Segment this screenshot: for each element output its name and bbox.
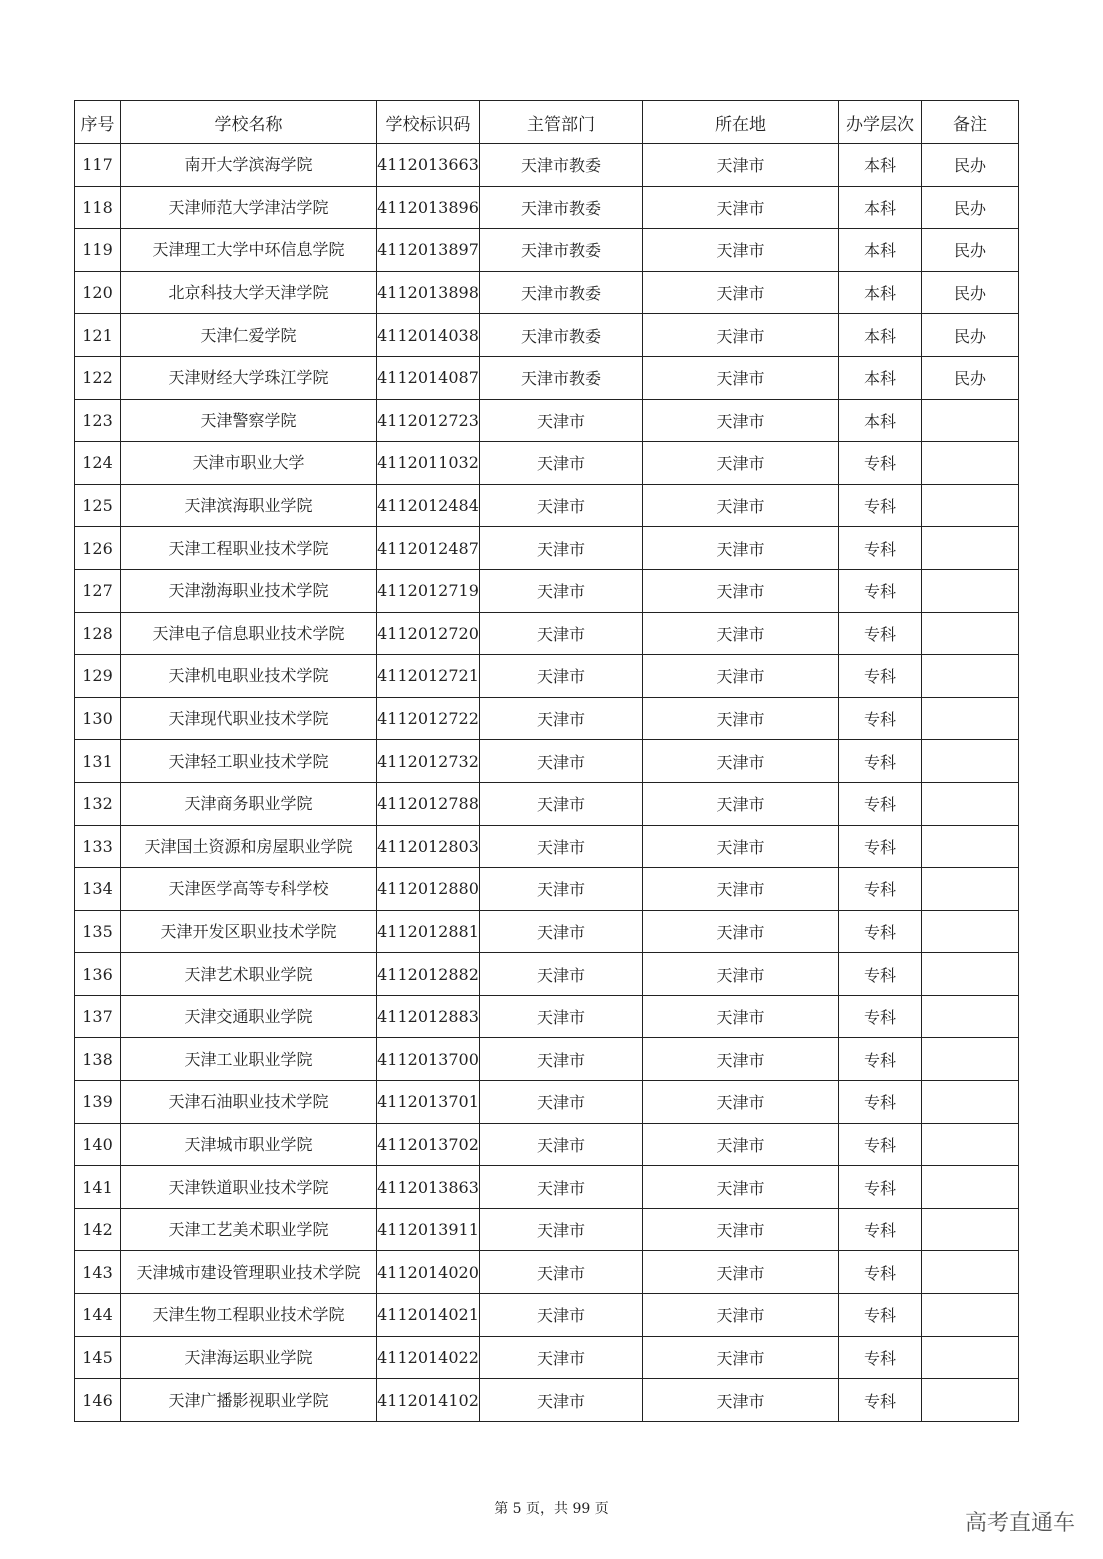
row-index-cell: 132 — [75, 782, 121, 825]
school-name-cell: 天津理工大学中环信息学院 — [121, 229, 377, 272]
school-code-cell: 4112012722 — [377, 697, 480, 740]
row-index-cell: 125 — [75, 484, 121, 527]
level-cell: 专科 — [839, 1166, 922, 1209]
table-row — [75, 782, 1019, 825]
row-index-cell: 146 — [75, 1379, 121, 1422]
row-index-cell: 135 — [75, 910, 121, 953]
authority-cell: 天津市教委 — [480, 271, 643, 314]
school-code-cell: 4112012882 — [377, 953, 480, 996]
table-header-row — [75, 101, 1019, 144]
table-row — [75, 1166, 1019, 1209]
authority-cell: 天津市 — [480, 1208, 643, 1251]
school-name-cell: 天津财经大学珠江学院 — [121, 356, 377, 399]
row-index-cell: 120 — [75, 271, 121, 314]
authority-cell: 天津市 — [480, 1294, 643, 1337]
school-name-cell: 天津电子信息职业技术学院 — [121, 612, 377, 655]
level-cell: 专科 — [839, 442, 922, 485]
school-name-cell: 天津师范大学津沽学院 — [121, 186, 377, 229]
table-row — [75, 868, 1019, 911]
row-index-cell: 133 — [75, 825, 121, 868]
level-cell: 专科 — [839, 953, 922, 996]
row-index-cell: 139 — [75, 1081, 121, 1124]
remark-cell: 民办 — [922, 229, 1019, 272]
row-index-cell: 129 — [75, 655, 121, 698]
table-row — [75, 356, 1019, 399]
table-row — [75, 910, 1019, 953]
school-name-cell: 天津轻工职业技术学院 — [121, 740, 377, 783]
level-cell: 本科 — [839, 356, 922, 399]
remark-cell — [922, 655, 1019, 698]
location-cell: 天津市 — [643, 442, 839, 485]
row-index-cell: 117 — [75, 144, 121, 187]
table-row — [75, 953, 1019, 996]
remark-cell — [922, 1336, 1019, 1379]
level-cell: 专科 — [839, 782, 922, 825]
school-name-cell: 天津工业职业学院 — [121, 1038, 377, 1081]
remark-cell — [922, 1294, 1019, 1337]
location-cell: 天津市 — [643, 825, 839, 868]
remark-cell: 民办 — [922, 271, 1019, 314]
authority-cell: 天津市 — [480, 953, 643, 996]
level-cell: 专科 — [839, 1081, 922, 1124]
location-cell: 天津市 — [643, 314, 839, 357]
row-index-cell: 143 — [75, 1251, 121, 1294]
level-cell: 专科 — [839, 1294, 922, 1337]
school-code-cell: 4112014102 — [377, 1379, 480, 1422]
school-code-cell: 4112014020 — [377, 1251, 480, 1294]
remark-cell — [922, 782, 1019, 825]
location-cell: 天津市 — [643, 740, 839, 783]
school-code-cell: 4112013702 — [377, 1123, 480, 1166]
school-code-cell: 4112013701 — [377, 1081, 480, 1124]
remark-cell — [922, 484, 1019, 527]
row-index-cell: 138 — [75, 1038, 121, 1081]
remark-cell: 民办 — [922, 186, 1019, 229]
school-code-cell: 4112012723 — [377, 399, 480, 442]
authority-cell: 天津市 — [480, 1336, 643, 1379]
remark-cell — [922, 1081, 1019, 1124]
remark-cell — [922, 569, 1019, 612]
level-cell: 专科 — [839, 910, 922, 953]
location-cell: 天津市 — [643, 399, 839, 442]
school-code-cell: 4112012788 — [377, 782, 480, 825]
table-row — [75, 271, 1019, 314]
location-cell: 天津市 — [643, 144, 839, 187]
table-row — [75, 1379, 1019, 1422]
row-index-cell: 128 — [75, 612, 121, 655]
school-name-cell: 天津医学高等专科学校 — [121, 868, 377, 911]
level-cell: 专科 — [839, 825, 922, 868]
remark-cell — [922, 1208, 1019, 1251]
watermark-text: 高考直通车 — [964, 1511, 1075, 1536]
school-name-cell: 天津交通职业学院 — [121, 995, 377, 1038]
remark-cell — [922, 442, 1019, 485]
level-cell: 本科 — [839, 314, 922, 357]
location-cell: 天津市 — [643, 186, 839, 229]
header-col-school-code: 学校标识码 — [377, 101, 480, 144]
school-code-cell: 4112012720 — [377, 612, 480, 655]
row-index-cell: 126 — [75, 527, 121, 570]
table-row — [75, 314, 1019, 357]
school-name-cell: 天津机电职业技术学院 — [121, 655, 377, 698]
remark-cell — [922, 1166, 1019, 1209]
remark-cell — [922, 1379, 1019, 1422]
authority-cell: 天津市 — [480, 740, 643, 783]
school-code-cell: 4112012803 — [377, 825, 480, 868]
table-row — [75, 825, 1019, 868]
school-name-cell: 天津市职业大学 — [121, 442, 377, 485]
authority-cell: 天津市 — [480, 1081, 643, 1124]
level-cell: 专科 — [839, 484, 922, 527]
location-cell: 天津市 — [643, 697, 839, 740]
row-index-cell: 140 — [75, 1123, 121, 1166]
table-row — [75, 527, 1019, 570]
authority-cell: 天津市 — [480, 442, 643, 485]
header-col-location: 所在地 — [643, 101, 839, 144]
table-row — [75, 1336, 1019, 1379]
row-index-cell: 141 — [75, 1166, 121, 1209]
school-name-cell: 天津仁爱学院 — [121, 314, 377, 357]
location-cell: 天津市 — [643, 569, 839, 612]
row-index-cell: 131 — [75, 740, 121, 783]
row-index-cell: 144 — [75, 1294, 121, 1337]
level-cell: 本科 — [839, 271, 922, 314]
authority-cell: 天津市 — [480, 868, 643, 911]
school-name-cell: 天津艺术职业学院 — [121, 953, 377, 996]
school-name-cell: 天津铁道职业技术学院 — [121, 1166, 377, 1209]
location-cell: 天津市 — [643, 271, 839, 314]
school-name-cell: 天津城市职业学院 — [121, 1123, 377, 1166]
authority-cell: 天津市 — [480, 995, 643, 1038]
row-index-cell: 130 — [75, 697, 121, 740]
location-cell: 天津市 — [643, 1123, 839, 1166]
row-index-cell: 142 — [75, 1208, 121, 1251]
school-name-cell: 南开大学滨海学院 — [121, 144, 377, 187]
level-cell: 专科 — [839, 527, 922, 570]
table-row — [75, 1081, 1019, 1124]
level-cell: 本科 — [839, 399, 922, 442]
authority-cell: 天津市教委 — [480, 356, 643, 399]
level-cell: 专科 — [839, 1038, 922, 1081]
remark-cell — [922, 1038, 1019, 1081]
authority-cell: 天津市 — [480, 1379, 643, 1422]
remark-cell — [922, 995, 1019, 1038]
school-code-cell: 4112012880 — [377, 868, 480, 911]
table-row — [75, 1208, 1019, 1251]
authority-cell: 天津市 — [480, 399, 643, 442]
table-row — [75, 612, 1019, 655]
row-index-cell: 121 — [75, 314, 121, 357]
school-name-cell: 天津警察学院 — [121, 399, 377, 442]
level-cell: 专科 — [839, 655, 922, 698]
header-col-authority: 主管部门 — [480, 101, 643, 144]
row-index-cell: 119 — [75, 229, 121, 272]
location-cell: 天津市 — [643, 612, 839, 655]
level-cell: 专科 — [839, 569, 922, 612]
header-col-remark: 备注 — [922, 101, 1019, 144]
location-cell: 天津市 — [643, 1081, 839, 1124]
table-row — [75, 1251, 1019, 1294]
authority-cell: 天津市教委 — [480, 186, 643, 229]
school-code-cell: 4112013700 — [377, 1038, 480, 1081]
row-index-cell: 136 — [75, 953, 121, 996]
table-row — [75, 1294, 1019, 1337]
authority-cell: 天津市教委 — [480, 144, 643, 187]
location-cell: 天津市 — [643, 527, 839, 570]
table-row — [75, 697, 1019, 740]
row-index-cell: 127 — [75, 569, 121, 612]
remark-cell — [922, 953, 1019, 996]
table-row — [75, 399, 1019, 442]
school-name-cell: 天津工艺美术职业学院 — [121, 1208, 377, 1251]
school-code-cell: 4112014022 — [377, 1336, 480, 1379]
authority-cell: 天津市 — [480, 782, 643, 825]
table-row — [75, 144, 1019, 187]
level-cell: 专科 — [839, 995, 922, 1038]
row-index-cell: 118 — [75, 186, 121, 229]
table-row — [75, 655, 1019, 698]
remark-cell — [922, 1251, 1019, 1294]
level-cell: 专科 — [839, 612, 922, 655]
remark-cell — [922, 1123, 1019, 1166]
level-cell: 专科 — [839, 868, 922, 911]
level-cell: 专科 — [839, 697, 922, 740]
school-code-cell: 4112012883 — [377, 995, 480, 1038]
header-col-level: 办学层次 — [839, 101, 922, 144]
table-row — [75, 995, 1019, 1038]
remark-cell — [922, 527, 1019, 570]
row-index-cell: 134 — [75, 868, 121, 911]
school-name-cell: 天津开发区职业技术学院 — [121, 910, 377, 953]
authority-cell: 天津市 — [480, 825, 643, 868]
authority-cell: 天津市 — [480, 655, 643, 698]
location-cell: 天津市 — [643, 1336, 839, 1379]
row-index-cell: 137 — [75, 995, 121, 1038]
schools-table — [74, 100, 1019, 1422]
location-cell: 天津市 — [643, 655, 839, 698]
school-code-cell: 4112014087 — [377, 356, 480, 399]
school-name-cell: 天津滨海职业学院 — [121, 484, 377, 527]
school-name-cell: 天津广播影视职业学院 — [121, 1379, 377, 1422]
remark-cell — [922, 740, 1019, 783]
school-code-cell: 4112013911 — [377, 1208, 480, 1251]
authority-cell: 天津市 — [480, 1123, 643, 1166]
location-cell: 天津市 — [643, 1251, 839, 1294]
level-cell: 专科 — [839, 740, 922, 783]
level-cell: 专科 — [839, 1208, 922, 1251]
school-name-cell: 天津国土资源和房屋职业学院 — [121, 825, 377, 868]
table-row — [75, 484, 1019, 527]
location-cell: 天津市 — [643, 995, 839, 1038]
table-row — [75, 1123, 1019, 1166]
table-row — [75, 186, 1019, 229]
school-name-cell: 天津城市建设管理职业技术学院 — [121, 1251, 377, 1294]
table-row — [75, 1038, 1019, 1081]
school-name-cell: 天津海运职业学院 — [121, 1336, 377, 1379]
school-code-cell: 4112012487 — [377, 527, 480, 570]
level-cell: 专科 — [839, 1336, 922, 1379]
location-cell: 天津市 — [643, 229, 839, 272]
location-cell: 天津市 — [643, 953, 839, 996]
school-name-cell: 天津生物工程职业技术学院 — [121, 1294, 377, 1337]
location-cell: 天津市 — [643, 1038, 839, 1081]
table-row — [75, 442, 1019, 485]
authority-cell: 天津市 — [480, 612, 643, 655]
remark-cell: 民办 — [922, 356, 1019, 399]
location-cell: 天津市 — [643, 356, 839, 399]
school-code-cell: 4112013663 — [377, 144, 480, 187]
row-index-cell: 122 — [75, 356, 121, 399]
school-name-cell: 天津现代职业技术学院 — [121, 697, 377, 740]
level-cell: 专科 — [839, 1123, 922, 1166]
remark-cell — [922, 697, 1019, 740]
school-code-cell: 4112011032 — [377, 442, 480, 485]
page-footer: 第 5 页，共 99 页 — [494, 1501, 609, 1517]
authority-cell: 天津市 — [480, 910, 643, 953]
level-cell: 本科 — [839, 144, 922, 187]
table-row — [75, 229, 1019, 272]
school-name-cell: 天津渤海职业技术学院 — [121, 569, 377, 612]
school-code-cell: 4112012484 — [377, 484, 480, 527]
school-name-cell: 北京科技大学天津学院 — [121, 271, 377, 314]
school-code-cell: 4112014038 — [377, 314, 480, 357]
authority-cell: 天津市 — [480, 1166, 643, 1209]
authority-cell: 天津市 — [480, 569, 643, 612]
school-code-cell: 4112013896 — [377, 186, 480, 229]
location-cell: 天津市 — [643, 910, 839, 953]
location-cell: 天津市 — [643, 1294, 839, 1337]
remark-cell: 民办 — [922, 314, 1019, 357]
table-row — [75, 569, 1019, 612]
authority-cell: 天津市 — [480, 527, 643, 570]
authority-cell: 天津市 — [480, 1251, 643, 1294]
school-code-cell: 4112012721 — [377, 655, 480, 698]
level-cell: 专科 — [839, 1251, 922, 1294]
table-row — [75, 740, 1019, 783]
authority-cell: 天津市 — [480, 1038, 643, 1081]
remark-cell — [922, 825, 1019, 868]
school-name-cell: 天津商务职业学院 — [121, 782, 377, 825]
authority-cell: 天津市 — [480, 484, 643, 527]
remark-cell: 民办 — [922, 144, 1019, 187]
level-cell: 本科 — [839, 229, 922, 272]
authority-cell: 天津市教委 — [480, 314, 643, 357]
location-cell: 天津市 — [643, 1379, 839, 1422]
school-code-cell: 4112012881 — [377, 910, 480, 953]
table-body — [75, 144, 1019, 1422]
row-index-cell: 123 — [75, 399, 121, 442]
remark-cell — [922, 868, 1019, 911]
authority-cell: 天津市 — [480, 697, 643, 740]
level-cell: 专科 — [839, 1379, 922, 1422]
school-code-cell: 4112012719 — [377, 569, 480, 612]
school-code-cell: 4112014021 — [377, 1294, 480, 1337]
location-cell: 天津市 — [643, 484, 839, 527]
location-cell: 天津市 — [643, 868, 839, 911]
remark-cell — [922, 612, 1019, 655]
school-name-cell: 天津工程职业技术学院 — [121, 527, 377, 570]
location-cell: 天津市 — [643, 1166, 839, 1209]
header-col-index: 序号 — [75, 101, 121, 144]
authority-cell: 天津市教委 — [480, 229, 643, 272]
school-code-cell: 4112013898 — [377, 271, 480, 314]
row-index-cell: 145 — [75, 1336, 121, 1379]
location-cell: 天津市 — [643, 782, 839, 825]
location-cell: 天津市 — [643, 1208, 839, 1251]
level-cell: 本科 — [839, 186, 922, 229]
school-name-cell: 天津石油职业技术学院 — [121, 1081, 377, 1124]
school-code-cell: 4112013863 — [377, 1166, 480, 1209]
row-index-cell: 124 — [75, 442, 121, 485]
school-code-cell: 4112013897 — [377, 229, 480, 272]
header-col-school-name: 学校名称 — [121, 101, 377, 144]
remark-cell — [922, 910, 1019, 953]
remark-cell — [922, 399, 1019, 442]
school-code-cell: 4112012732 — [377, 740, 480, 783]
